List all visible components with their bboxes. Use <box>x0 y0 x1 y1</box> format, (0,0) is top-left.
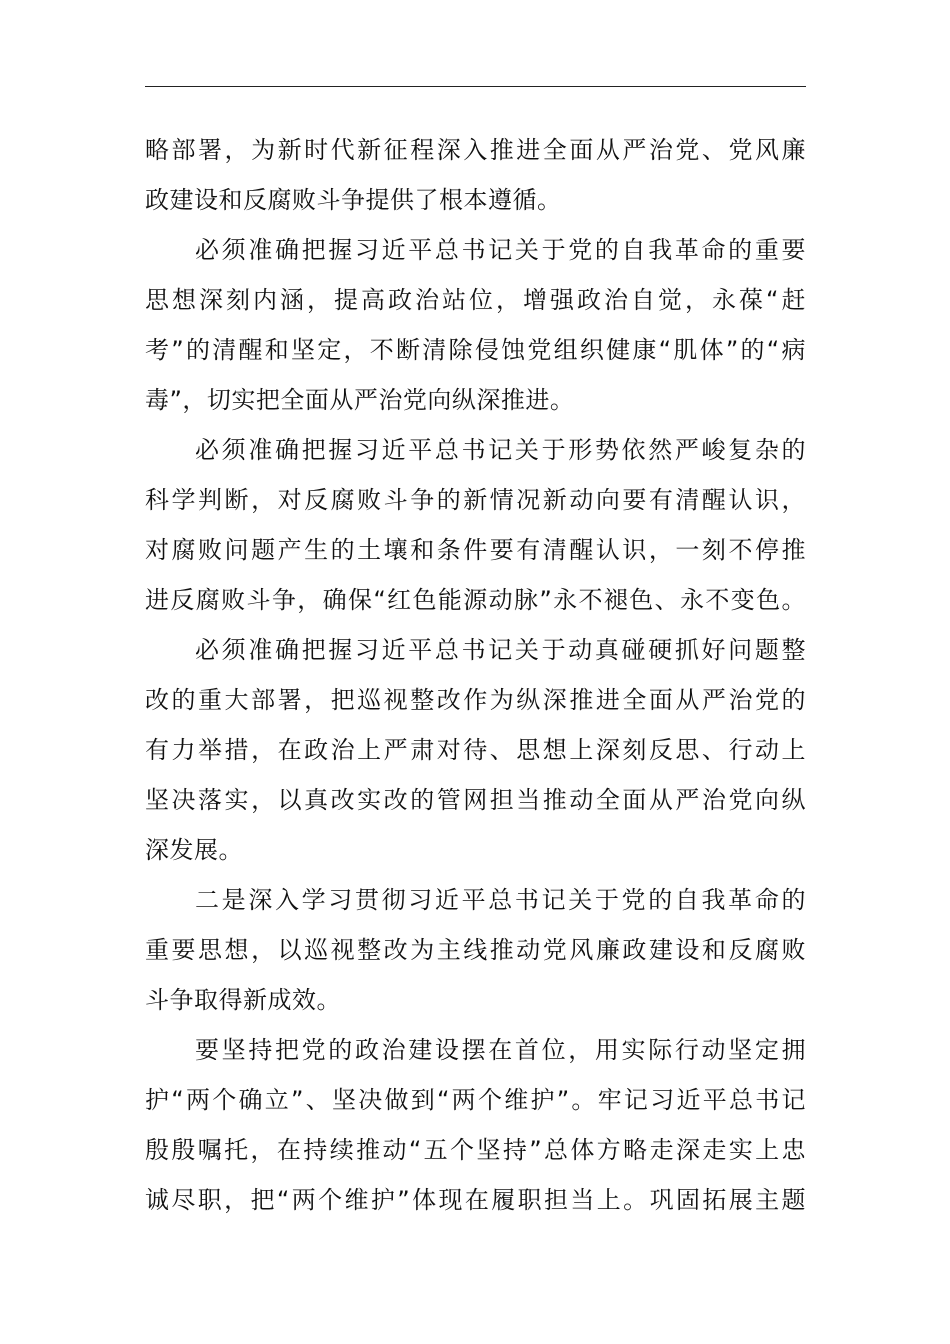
text-line: 斗争取得新成效。 <box>145 986 341 1014</box>
text-line: 考”的清醒和坚定，不断清除侵蚀党组织健康“肌体”的“病 <box>145 336 806 364</box>
text-line: 略部署，为新时代新征程深入推进全面从严治党、党风廉 <box>145 136 806 164</box>
text-line: 坚决落实，以真改实改的管网担当推动全面从严治党向纵 <box>145 786 806 814</box>
text-line: 要坚持把党的政治建设摆在首位，用实际行动坚定拥 <box>195 1036 806 1064</box>
text-line: 思想深刻内涵，提高政治站位，增强政治自觉，永葆“赶 <box>145 286 806 314</box>
text-line: 对腐败问题产生的土壤和条件要有清醒认识，一刻不停推 <box>145 536 806 564</box>
text-line: 重要思想，以巡视整改为主线推动党风廉政建设和反腐败 <box>145 936 806 964</box>
text-line: 深发展。 <box>145 836 243 864</box>
text-line: 必须准确把握习近平总书记关于党的自我革命的重要 <box>195 236 806 264</box>
text-line: 进反腐败斗争，确保“红色能源动脉”永不褪色、永不变色。 <box>145 586 806 614</box>
text-line: 科学判断，对反腐败斗争的新情况新动向要有清醒认识， <box>145 486 806 514</box>
text-line: 必须准确把握习近平总书记关于形势依然严峻复杂的 <box>195 436 806 464</box>
text-line: 二是深入学习贯彻习近平总书记关于党的自我革命的 <box>195 886 806 914</box>
text-line: 有力举措，在政治上严肃对待、思想上深刻反思、行动上 <box>145 736 806 764</box>
text-line: 毒”，切实把全面从严治党向纵深推进。 <box>145 386 575 414</box>
text-line: 政建设和反腐败斗争提供了根本遵循。 <box>145 186 562 214</box>
header-rule <box>145 86 806 87</box>
text-line: 必须准确把握习近平总书记关于动真碰硬抓好问题整 <box>195 636 806 664</box>
text-line: 殷殷嘱托，在持续推动“五个坚持”总体方略走深走实上忠 <box>145 1136 806 1164</box>
text-line: 诚尽职，把“两个维护”体现在履职担当上。巩固拓展主题 <box>145 1186 806 1214</box>
text-line: 护“两个确立”、坚决做到“两个维护”。牢记习近平总书记 <box>145 1086 806 1114</box>
text-line: 改的重大部署，把巡视整改作为纵深推进全面从严治党的 <box>145 686 806 714</box>
